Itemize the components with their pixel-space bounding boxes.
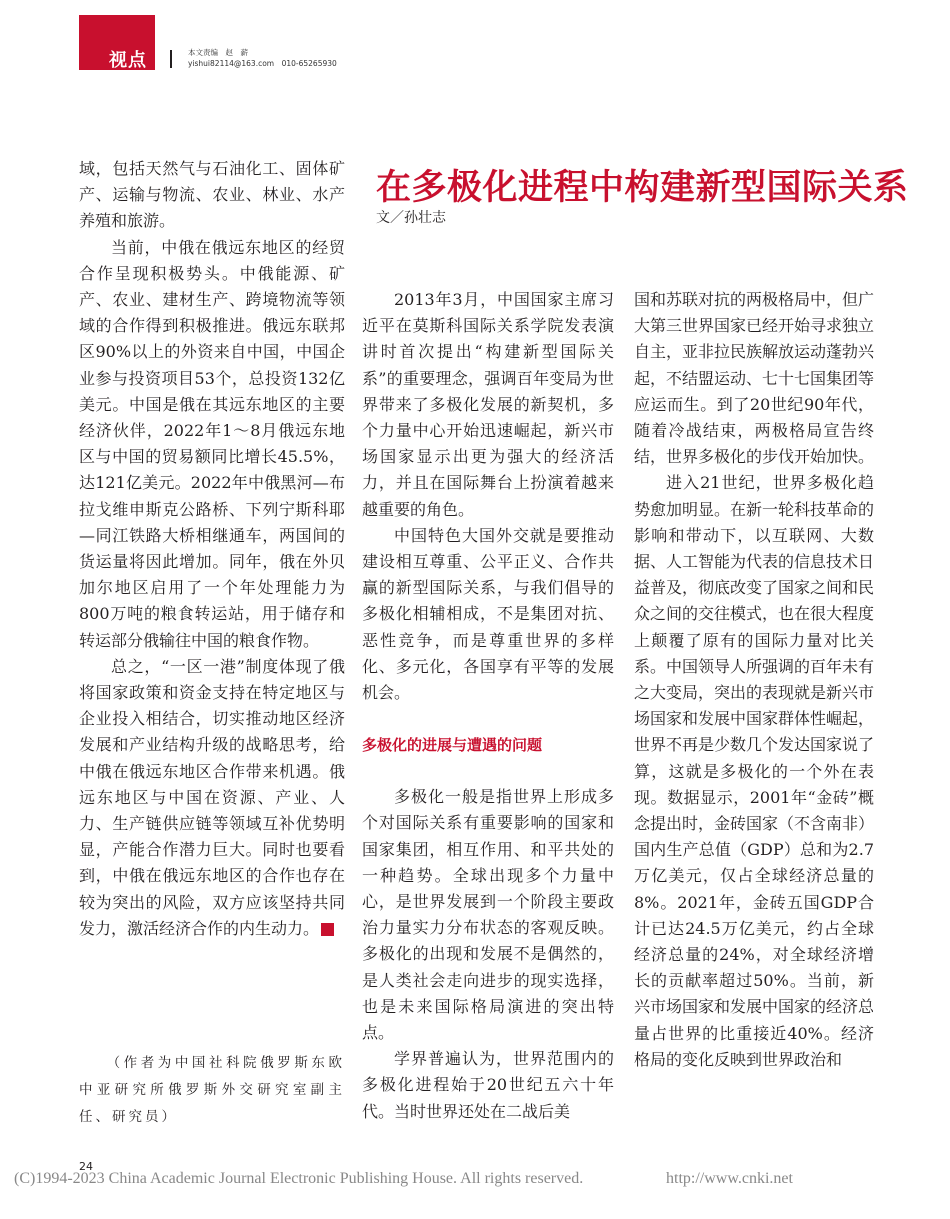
editor-label: 本文责编 赵 薪 — [188, 48, 248, 57]
right-column — [634, 287, 874, 1073]
editor-contact: yishui82114@163.com 010-65265930 — [188, 59, 337, 68]
article-title: 在多极化进程中构建新型国际关系 — [376, 168, 909, 208]
byline: 文／孙壮志 — [376, 210, 446, 226]
middle-paragraph-4: 学界普遍认为，世界范围内的多极化进程始于20世纪五六十年代。当时世界还处在二战后美 — [362, 1049, 614, 1121]
middle-paragraph-3: 多极化一般是指世界上形成多个对国际关系有重要影响的国家和国家集团，相互作用、和平共处的一种趋势。全球出现多个力量中心，是世界发展到一个阶段主要政治力量实力分布状态的客观反映。多极化的出现和发展不是偶然的，是人类社会走向进步的现实选择，也是未来国际格局演进的突出特点。 — [362, 787, 614, 1043]
page-number: 24 — [79, 1160, 93, 1173]
left-column — [79, 156, 366, 942]
column-name: 视点 — [109, 50, 147, 71]
left-paragraph-3-text: 总之，“一区一港”制度体现了俄将国家政策和资金支持在特定地区与企业投入相结合，切实推动地区经济发展和产业结构升级的战略思考，给中俄在俄远东地区合作带来机遇。俄远东地区与中国在资源、产业、人力、生产链供应链等领域互补优势明显，产能合作潜力巨大。同时也要看到，中俄在俄远东地区的合作也存在较为突出的风险，双方应该坚持共同发力，激活经济合作的内生动力。 — [79, 656, 345, 938]
footer-url[interactable]: http://www.cnki.net — [666, 1170, 793, 1187]
left-paragraph-3 — [79, 654, 366, 942]
left-paragraph-2: 当前，中俄在俄远东地区的经贸合作呈现积极势头。中俄能源、矿产、农业、建材生产、跨境物流等领域的合作得到积极推进。俄远东联邦区90%以上的外资来自中国，中国企业参与投资项目53个，总投资132亿美元。中国是俄在其远东地区的主要经济伙伴，2022年1～8月俄远东地区与中国的贸易额同比增长45.5%，达121亿美元。2022年中俄黑河—布拉戈维申斯克公路桥、下列宁斯科耶—同江铁路大桥相继通车，两国间的货运量将因此增加。同年，俄在外贝加尔地区启用了一个年处理能力为800万吨的粮食转运站，用于储存和转运部分俄输往中国的粮食作物。 — [79, 237, 345, 650]
left-paragraph-1: 域，包括天然气与石油化工、固体矿产、运输与物流、农业、林业、水产养殖和旅游。 — [79, 159, 345, 231]
section-heading: 多极化的进展与遭遇的问题 — [362, 736, 543, 755]
right-paragraph-2: 进入21世纪，世界多极化趋势愈加明显。在新一轮科技革命的影响和带动下，以互联网、大数据、人工智能为代表的信息技术日益普及，彻底改变了国家之间和民众之间的交往模式，也在很大程度上颠覆了原有的国际力量对比关系。中国领导人所强调的百年未有之大变局，突出的表现就是新兴市场国家和发展中国家群体性崛起，世界不再是少数几个发达国家说了算，这就是多极化的一个外在表现。数据显示，2001年“金砖”概念提出时，金砖国家（不含南非）国内生产总值（GDP）总和为2.7万亿美元，仅占全球经济总量的8%。2021年，金砖五国GDP合计已达24.5万亿美元，约占全球经济总量的24%，对全球经济增长的贡献率超过50%。当前，新兴市场国家和发展中国家的经济总量占世界的比重接近40%。经济格局的变化反映到世界政治和 — [634, 473, 875, 1069]
middle-paragraph-2: 中国特色大国外交就是要推动建设相互尊重、公平正义、合作共赢的新型国际关系，与我们倡导的多极化相辅相成，不是集团对抗、恶性竞争，而是尊重世界的多样化、多元化，各国享有平等的发展机会。 — [362, 525, 614, 703]
editor-info — [188, 47, 337, 69]
middle-column — [362, 287, 614, 1125]
end-mark-icon: W — [321, 923, 334, 936]
author-note — [79, 1050, 345, 1131]
header-divider — [170, 50, 172, 68]
middle-paragraph-1: 2013年3月，中国国家主席习近平在莫斯科国际关系学院发表演讲时首次提出“构建新型国际关系”的重要理念，强调百年变局为世界带来了多极化发展的新契机，多个力量中心开始迅速崛起，新兴市场国家显示出更为强大的经济活力，并且在国际舞台上扮演着越来越重要的角色。 — [362, 290, 614, 519]
author-note-text: （作者为中国社科院俄罗斯东欧中亚研究所俄罗斯外交研究室副主任、研究员） — [79, 1055, 345, 1125]
right-paragraph-1: 国和苏联对抗的两极格局中，但广大第三世界国家已经开始寻求独立自主，亚非拉民族解放运动蓬勃兴起，不结盟运动、七十七国集团等应运而生。到了20世纪90年代，随着冷战结束，两极格局宣告终结，世界多极化的步伐开始加快。 — [634, 290, 875, 467]
footer-copyright: (C)1994-2023 China Academic Journal Electronic Publishing House. All rights reserved. — [14, 1170, 584, 1187]
